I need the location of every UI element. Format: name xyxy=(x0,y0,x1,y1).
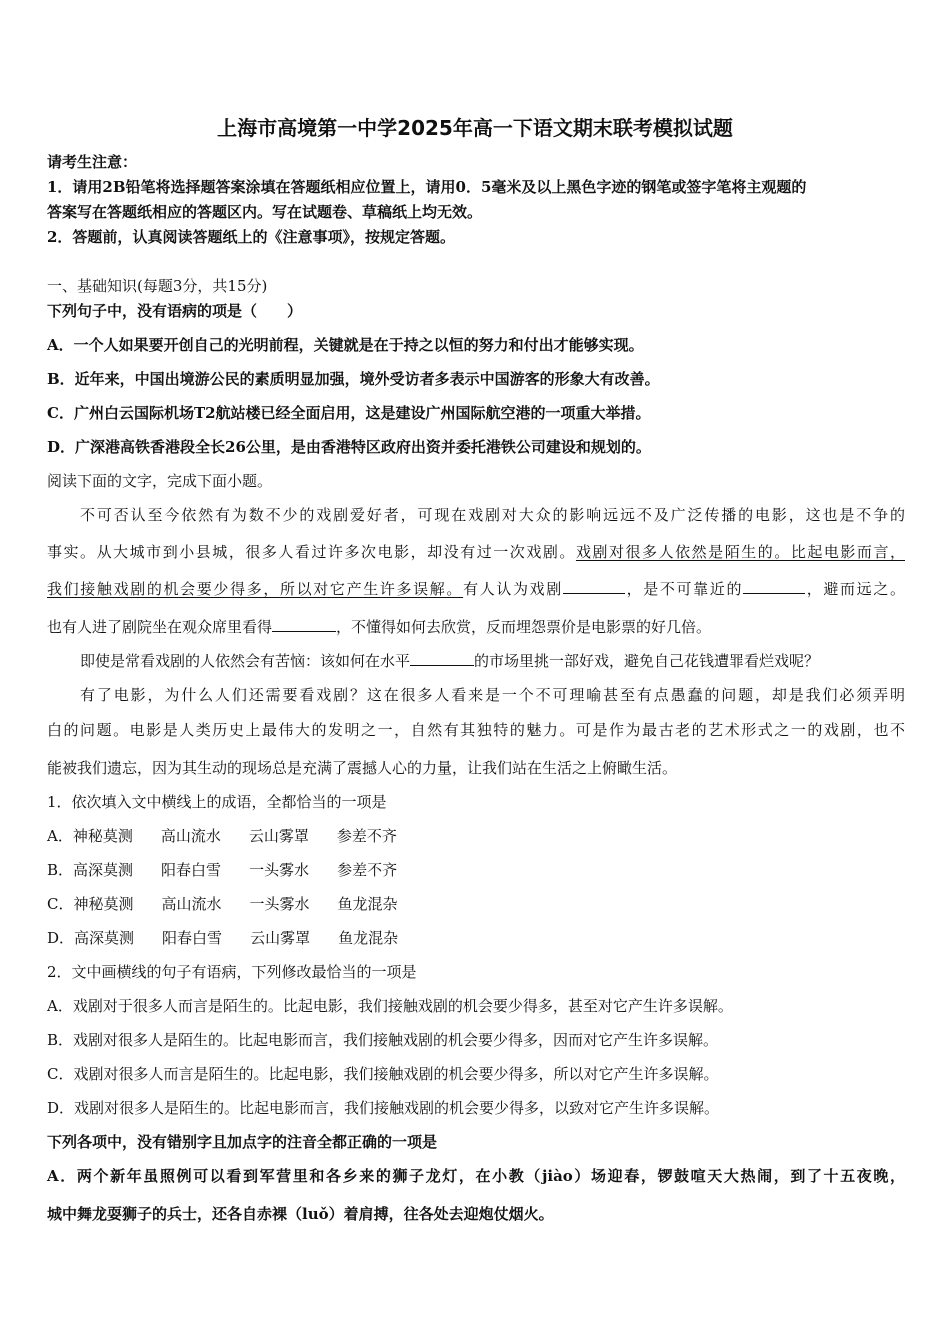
passage-p3-line-3: 能被我们遗忘，因为其生动的现场总是充满了震撼人心的力量，让我们站在生活之上俯瞰生活。 xyxy=(47,759,678,777)
sub1-option-b xyxy=(47,860,397,880)
question-stem: 下列句子中，没有语病的项是（ ） xyxy=(47,302,303,320)
option-word: 高深莫测 xyxy=(73,861,134,879)
underlined-sentence: 我们接触戏剧的机会要少得多，所以对它产生许多误解。 xyxy=(47,580,464,598)
passage-p1-line-1: 不可否认至今依然有为数不少的戏剧爱好者，可现在戏剧对大众的影响远远不及广泛传播的电影，这也是不争的 xyxy=(80,506,905,524)
option-label: C． xyxy=(47,895,74,913)
option-word: 神秘莫测 xyxy=(72,827,133,845)
reading-instruction: 阅读下面的文字，完成下面小题。 xyxy=(47,472,273,490)
sub1-option-a xyxy=(47,826,397,846)
sub2-option-a: A．戏剧对于很多人而言是陌生的。比起电影，我们接触戏剧的机会要少得多，甚至对它产生许多误解。 xyxy=(47,997,733,1015)
sub2-option-b: B．戏剧对很多人是陌生的。比起电影而言，我们接触戏剧的机会要少得多，因而对它产生许多误解。 xyxy=(47,1031,719,1049)
fill-blank xyxy=(743,579,805,594)
passage-text: ，避而远之。 xyxy=(805,580,905,598)
option-word: 云山雾罩 xyxy=(250,929,311,947)
passage-text: ，是不可靠近的 xyxy=(624,580,744,598)
passage-text: 的市场里挑一部好戏，避免自己花钱遭罪看烂戏呢？ xyxy=(474,652,820,670)
sub-question-2-stem: 2．文中画横线的句子有语病，下列修改最恰当的一项是 xyxy=(47,963,417,981)
passage-text: 有人认为戏剧 xyxy=(463,580,563,598)
option-word: 云山雾罩 xyxy=(248,827,309,845)
option-label: A． xyxy=(47,827,73,845)
notice-item-2: 2．答题前，认真阅读答题纸上的《注意事项》，按规定答题。 xyxy=(47,228,455,246)
notice-heading: 请考生注意： xyxy=(47,153,138,171)
passage-p2 xyxy=(80,651,819,671)
option-label: D． xyxy=(47,929,75,947)
option-c: C．广州白云国际机场T2航站楼已经全面启用，这是建设广州国际航空港的一项重大举措。 xyxy=(47,404,651,422)
sub2-option-c: C．戏剧对很多人而言是陌生的。比起电影，我们接触戏剧的机会要少得多，所以对它产生许多误解。 xyxy=(47,1065,719,1083)
option-d: D．广深港高铁香港段全长26公里，是由香港特区政府出资并委托港铁公司建设和规划的。 xyxy=(47,438,651,456)
passage-p1-line-2 xyxy=(47,542,905,562)
option-word: 参差不齐 xyxy=(337,861,398,879)
passage-p1-line-3 xyxy=(47,579,905,599)
option-b: B．近年来，中国出境游公民的素质明显加强，境外受访者多表示中国游客的形象大有改善。 xyxy=(47,370,660,388)
question-3-stem: 下列各项中，没有错别字且加点字的注音全都正确的一项是 xyxy=(47,1133,438,1151)
option-word: 阳春白雪 xyxy=(161,861,222,879)
notice-item-1-line-2: 答案写在答题纸相应的答题区内。写在试题卷、草稿纸上均无效。 xyxy=(47,203,483,221)
passage-p3-line-2: 白的问题。电影是人类历史上最伟大的发明之一，自然有其独特的魅力。可是作为最古老的艺术形式之一的戏剧，也不 xyxy=(47,721,905,739)
sub2-option-d: D．戏剧对很多人是陌生的。比起电影而言，我们接触戏剧的机会要少得多，以致对它产生许多误解。 xyxy=(47,1099,720,1117)
passage-p3-line-1: 有了电影，为什么人们还需要看戏剧？这在很多人看来是一个不可理喻甚至有点愚蠢的问题，却是我们必须弄明 xyxy=(80,686,905,704)
question-3-option-a-line-2: 城中舞龙耍狮子的兵士，还各自赤裸（luǒ）着肩搏，往各处去迎炮仗烟火。 xyxy=(47,1205,554,1223)
page-title: 上海市高境第一中学2025年高一下语文期末联考模拟试题 xyxy=(217,116,733,140)
option-word: 高山流水 xyxy=(161,895,222,913)
notice-item-1-line-1: 1．请用2B铅笔将选择题答案涂填在答题纸相应位置上，请用0．5毫米及以上黑色字迹的钢笔或签字笔将主观题的 xyxy=(47,178,807,196)
sub1-option-d xyxy=(47,928,398,948)
option-word: 阳春白雪 xyxy=(162,929,223,947)
passage-text: 也有人进了剧院坐在观众席里看得 xyxy=(47,618,273,636)
option-word: 高深莫测 xyxy=(74,929,135,947)
option-word: 参差不齐 xyxy=(336,827,397,845)
fill-blank xyxy=(272,617,336,632)
passage-text: 即使是常看戏剧的人依然会有苦恼：该如何在水平 xyxy=(80,652,411,670)
underlined-sentence: 戏剧对很多人依然是陌生的。比起电影而言， xyxy=(575,543,905,561)
fill-blank xyxy=(563,579,625,594)
fill-blank xyxy=(410,651,474,666)
passage-p1-line-4 xyxy=(47,617,711,637)
question-3-option-a-line-1: A．两个新年虽照例可以看到军营里和各乡来的狮子龙灯，在小教（jiào）场迎春，锣鼓喧天大热闹，到了十五夜晚， xyxy=(47,1167,905,1185)
option-label: B． xyxy=(47,861,74,879)
sub-question-1-stem: 1．依次填入文中横线上的成语，全都恰当的一项是 xyxy=(47,793,387,811)
passage-text: ，不懂得如何去欣赏，反而埋怨票价是电影票的好几倍。 xyxy=(336,618,712,636)
option-word: 鱼龙混杂 xyxy=(338,929,399,947)
passage-text: 事实。从大城市到小县城，很多人看过许多次电影，却没有过一次戏剧。 xyxy=(47,543,576,561)
section-heading: 一、基础知识(每题3分，共15分) xyxy=(47,277,268,295)
option-word: 高山流水 xyxy=(160,827,221,845)
option-a: A．一个人如果要开创自己的光明前程，关键就是在于持之以恒的努力和付出才能够实现。 xyxy=(47,336,644,354)
option-word: 神秘莫测 xyxy=(73,895,134,913)
option-word: 一头雾水 xyxy=(249,861,310,879)
sub1-option-c xyxy=(47,894,398,914)
option-word: 鱼龙混杂 xyxy=(337,895,398,913)
option-word: 一头雾水 xyxy=(249,895,310,913)
